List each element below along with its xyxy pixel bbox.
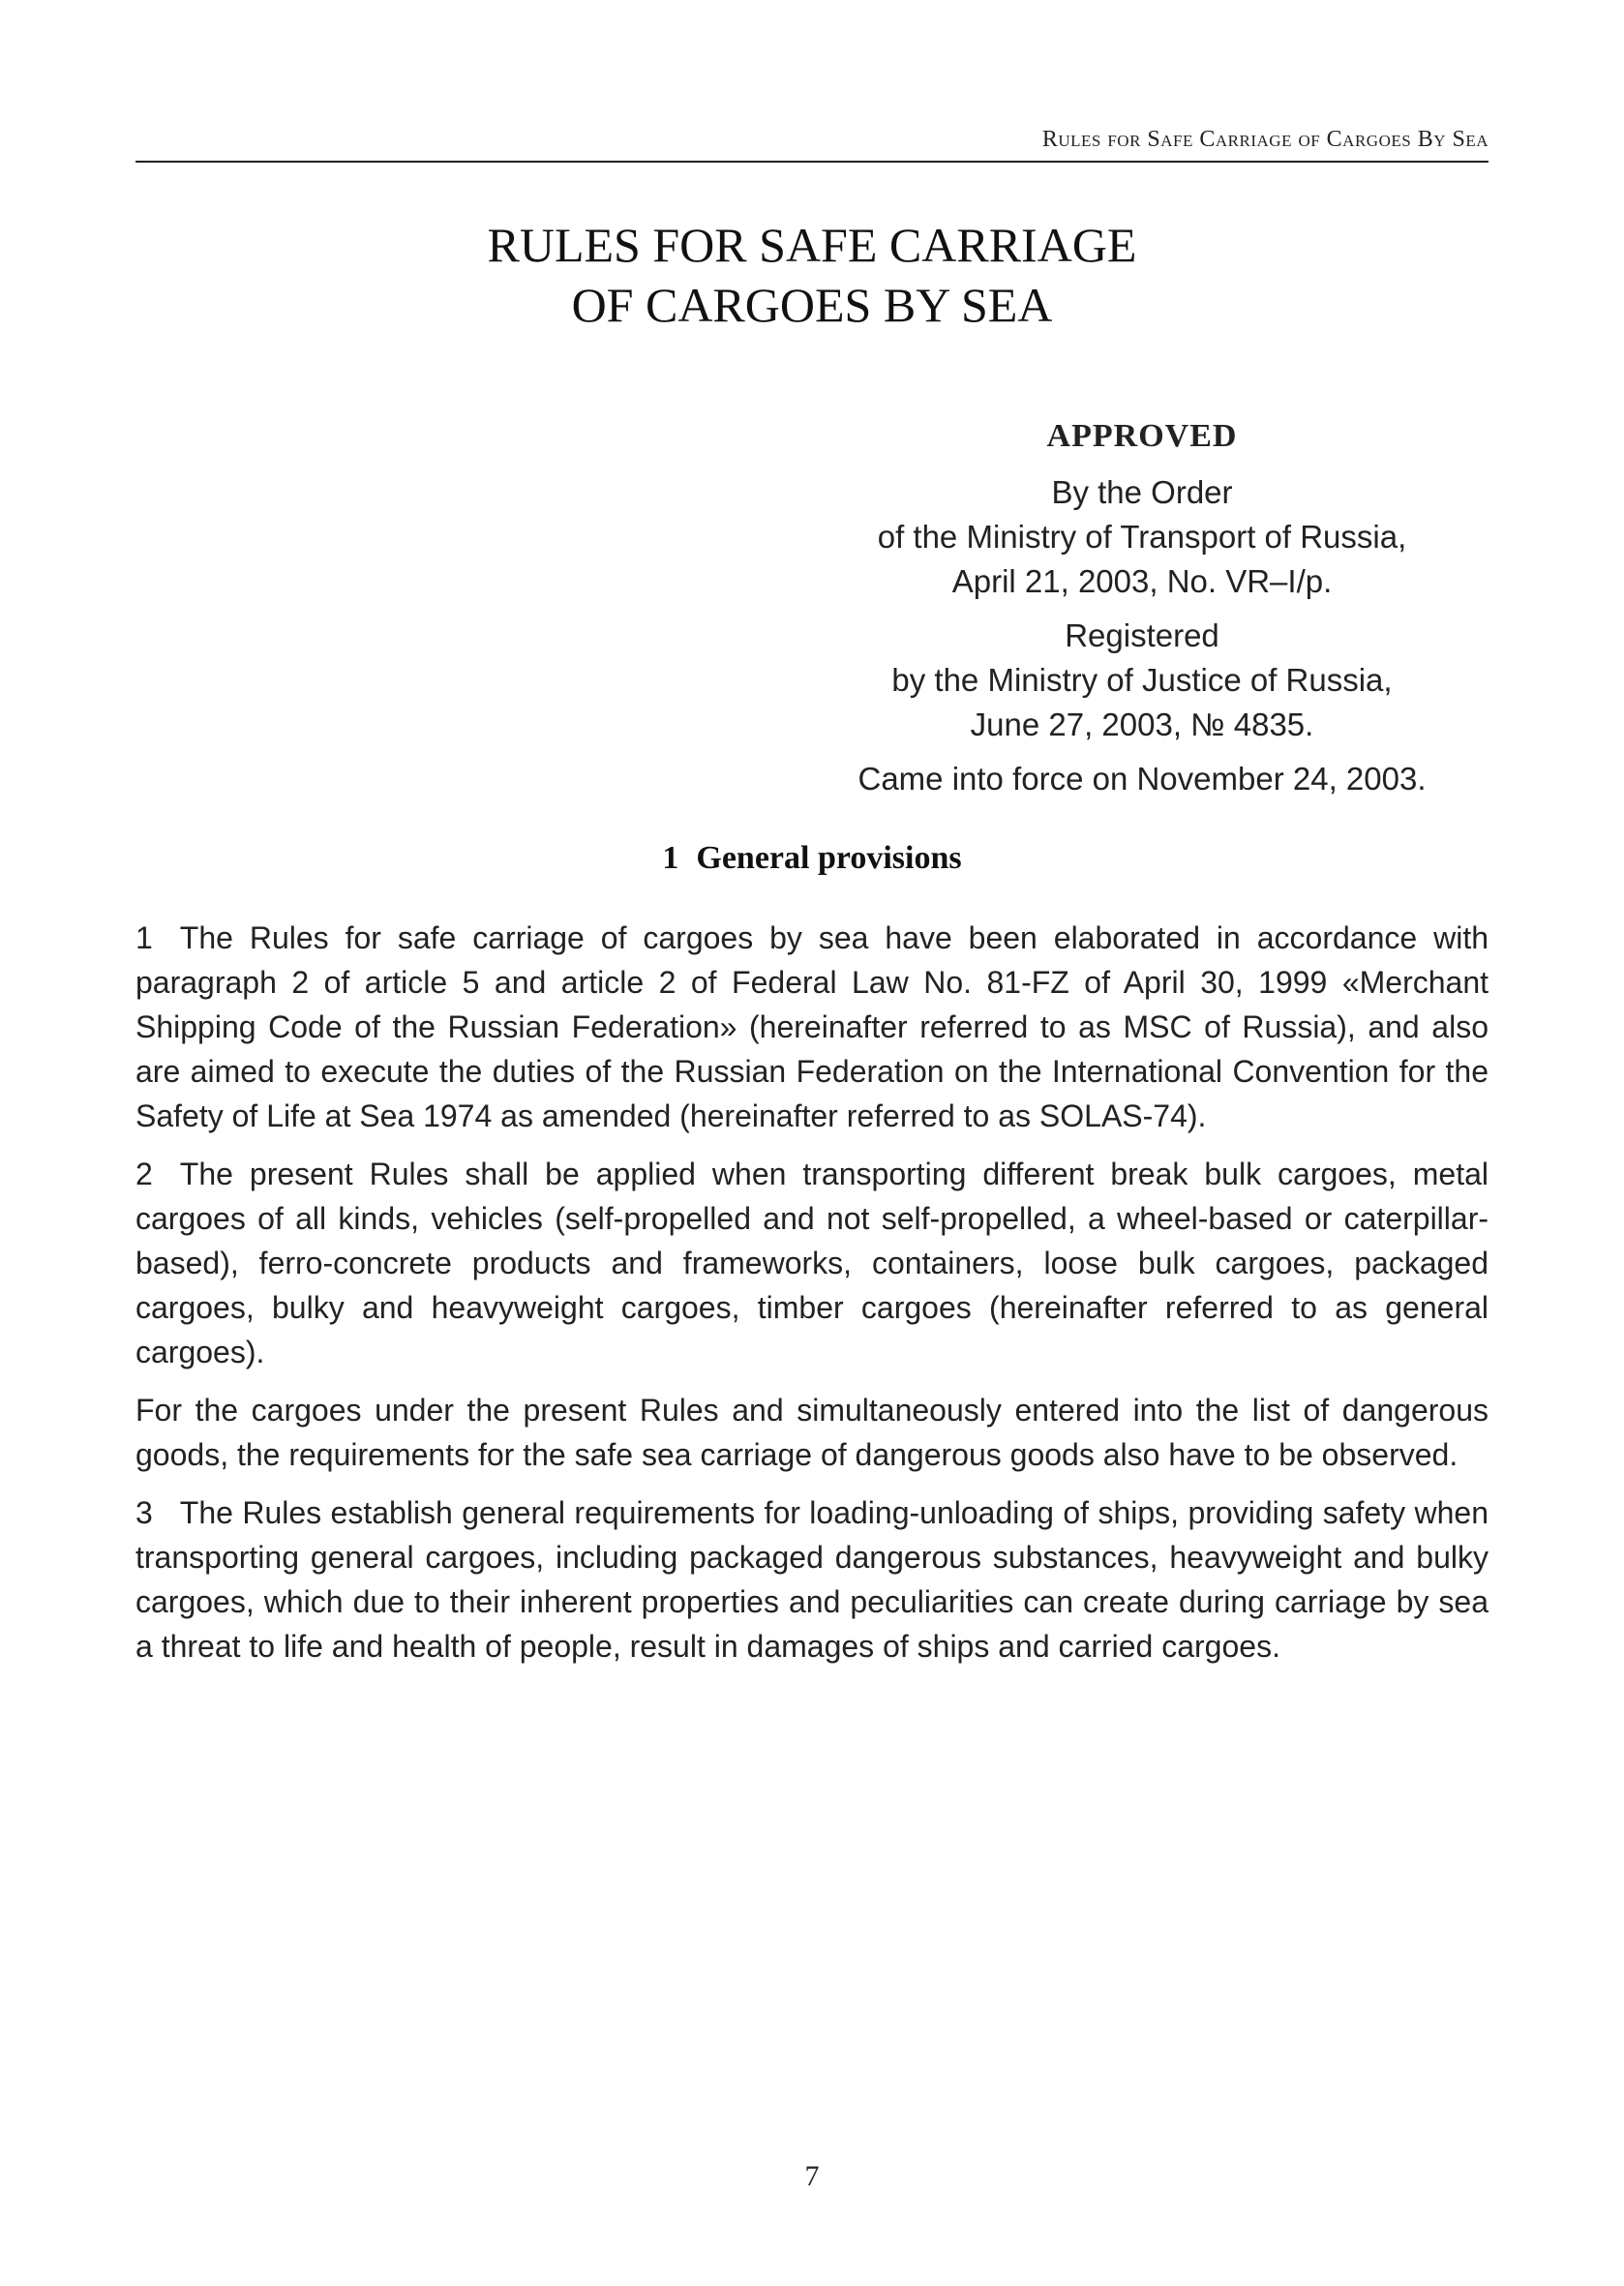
- approval-order-line-2: of the Ministry of Transport of Russia,: [877, 519, 1407, 555]
- document-title: [135, 215, 1489, 335]
- paragraph-2: [135, 1152, 1489, 1374]
- registration-line-3: June 27, 2003, № 4835.: [970, 707, 1314, 742]
- paragraph-1: [135, 916, 1489, 1138]
- approval-order-line-3: April 21, 2003, No. VR–I/p.: [951, 563, 1333, 599]
- paragraph-2-continuation: [135, 1388, 1489, 1477]
- paragraph-number: 1: [135, 920, 153, 955]
- paragraph-text: The present Rules shall be applied when transporting different break bulk cargoes, metal cargoes of all kinds, vehicles (self-propelled and not self-propelled, a wheel-based or caterpillar-based), ferro-concrete products and frameworks, containers, loose bulk cargoes, packaged cargoes, bulky and heavyweight cargoes, timber cargoes (hereinafter referred to as general cargoes).: [135, 1157, 1489, 1369]
- registration-line-2: by the Ministry of Justice of Russia,: [891, 662, 1393, 698]
- came-into-force: [832, 757, 1452, 801]
- approval-registration: [832, 614, 1452, 747]
- approval-order-line-1: By the Order: [1051, 474, 1233, 510]
- document-title-line-2: OF CARGOES BY SEA: [571, 278, 1053, 332]
- paragraph-number: 3: [135, 1495, 153, 1530]
- body-text: [135, 916, 1489, 1682]
- section-number: 1: [662, 840, 679, 876]
- approved-label: APPROVED: [1046, 418, 1238, 454]
- approval-block: [832, 414, 1452, 811]
- running-header-text: Rules for Safe Carriage of Cargoes By Sea: [1041, 127, 1489, 152]
- registration-line-1: Registered: [1065, 617, 1219, 653]
- paragraph-text: The Rules for safe carriage of cargoes by sea have been elaborated in accordance with paragraph 2 of article 5 and article 2 of Federal Law No. 81-FZ of April 30, 1999 «Merchant Shipping Code of the Russian Federation» (hereinafter referred to as MSC of Russia), and also are aimed to execute the duties of the Russian Federation on the International Convention for the Safety of Life at Sea 1974 as amended (hereinafter referred to as SOLAS-74).: [135, 920, 1489, 1133]
- paragraph-text: The Rules establish general requirements for loading-unloading of ships, providing safety when transporting general cargoes, including packaged dangerous substances, heavyweight and bulky cargoes, which due to their inherent properties and peculiarities can create during carriage by sea a threat to life and health of people, result in damages of ships and carried cargoes.: [135, 1495, 1489, 1664]
- paragraph-3: [135, 1490, 1489, 1669]
- paragraph-number: 2: [135, 1157, 153, 1191]
- page-number: 7: [804, 2160, 820, 2192]
- paragraph-text: For the cargoes under the present Rules and simultaneously entered into the list of dangerous goods, the requirements for the safe sea carriage of dangerous goods also have to be observed.: [135, 1393, 1489, 1472]
- came-into-force-text: Came into force on November 24, 2003.: [857, 761, 1427, 797]
- section-title: General provisions: [696, 840, 962, 876]
- section-heading: [135, 840, 1489, 877]
- document-title-line-1: RULES FOR SAFE CARRIAGE: [487, 218, 1137, 272]
- running-header: [135, 114, 1489, 163]
- approval-order: [832, 470, 1452, 604]
